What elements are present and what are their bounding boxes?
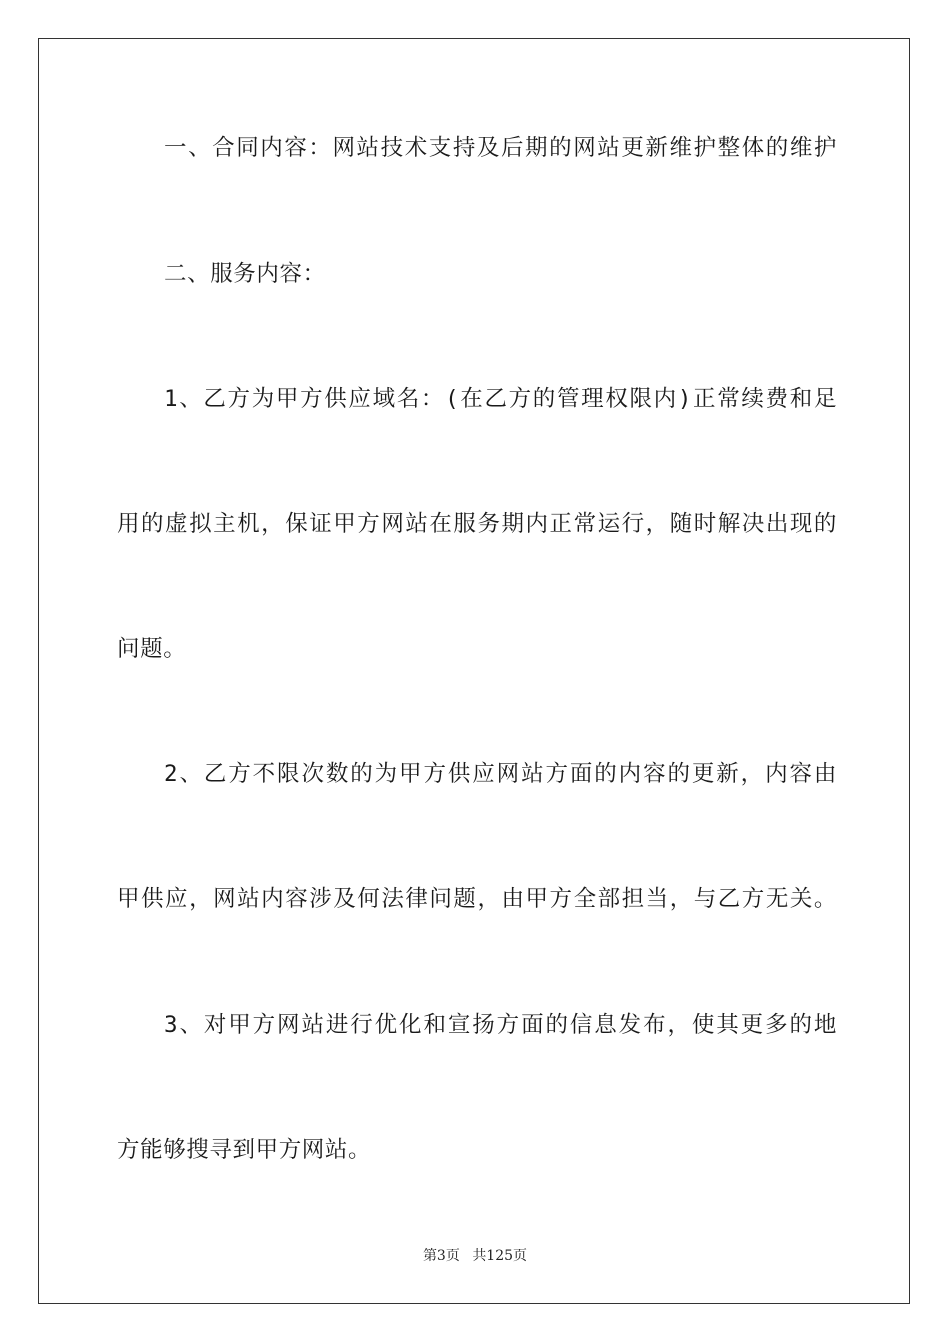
page-number: 第3页 xyxy=(422,1248,460,1264)
page-total: 共125页 xyxy=(472,1248,528,1264)
paragraph-line-7: 甲供应，网站内容涉及何法律问题，由甲方全部担当，与乙方无关。 xyxy=(117,886,837,912)
page-border xyxy=(38,38,910,1304)
page-footer xyxy=(0,1246,950,1266)
paragraph-line-3: 1、乙方为甲方供应域名：(在乙方的管理权限内)正常续费和足 xyxy=(164,386,837,412)
paragraph-line-4: 用的虚拟主机，保证甲方网站在服务期内正常运行，随时解决出现的 xyxy=(117,511,837,537)
paragraph-line-8: 3、对甲方网站进行优化和宣扬方面的信息发布，使其更多的地 xyxy=(164,1012,837,1038)
paragraph-line-9: 方能够搜寻到甲方网站。 xyxy=(117,1137,372,1163)
paragraph-line-5: 问题。 xyxy=(117,636,187,662)
paragraph-line-1: 一、合同内容：网站技术支持及后期的网站更新维护整体的维护 xyxy=(164,135,837,161)
paragraph-line-6: 2、乙方不限次数的为甲方供应网站方面的内容的更新，内容由 xyxy=(164,761,837,787)
paragraph-line-2: 二、服务内容： xyxy=(164,261,326,287)
